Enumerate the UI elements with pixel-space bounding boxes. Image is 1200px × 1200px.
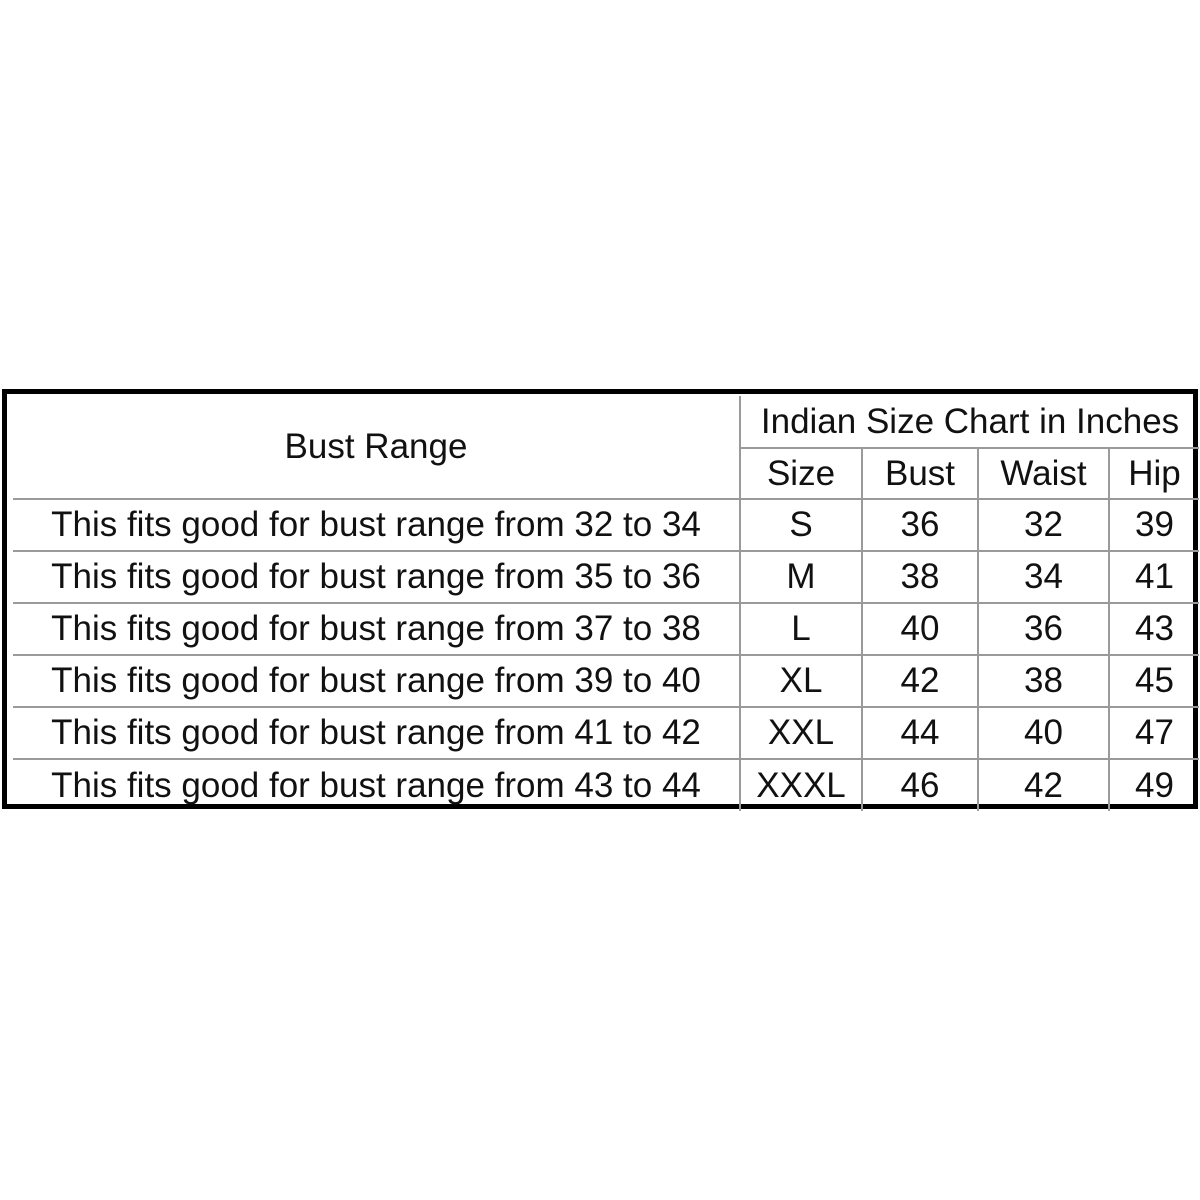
size-chart-frame [2, 389, 1198, 809]
bust-cell: 36 [862, 499, 978, 551]
hip-cell: 49 [1109, 759, 1199, 811]
table-row [13, 603, 1199, 655]
bust-range-description: This fits good for bust range from 39 to 40 [13, 655, 740, 707]
column-header-size: Size [740, 448, 862, 499]
table-row [13, 551, 1199, 603]
column-header-waist: Waist [978, 448, 1109, 499]
table-row [13, 759, 1199, 811]
size-cell: XL [740, 655, 862, 707]
hip-cell: 47 [1109, 707, 1199, 759]
bust-range-description: This fits good for bust range from 37 to 38 [13, 603, 740, 655]
table-row [13, 707, 1199, 759]
bust-range-description: This fits good for bust range from 41 to 42 [13, 707, 740, 759]
waist-cell: 32 [978, 499, 1109, 551]
size-cell: XXXL [740, 759, 862, 811]
table-row [13, 499, 1199, 551]
bust-range-header: Bust Range [13, 396, 740, 499]
bust-cell: 44 [862, 707, 978, 759]
size-cell: M [740, 551, 862, 603]
bust-range-description: This fits good for bust range from 32 to 34 [13, 499, 740, 551]
column-header-hip: Hip [1109, 448, 1199, 499]
waist-cell: 34 [978, 551, 1109, 603]
size-cell: XXL [740, 707, 862, 759]
bust-range-description: This fits good for bust range from 43 to 44 [13, 759, 740, 811]
bust-cell: 38 [862, 551, 978, 603]
hip-cell: 45 [1109, 655, 1199, 707]
waist-cell: 40 [978, 707, 1109, 759]
bust-range-description: This fits good for bust range from 35 to 36 [13, 551, 740, 603]
waist-cell: 36 [978, 603, 1109, 655]
size-cell: S [740, 499, 862, 551]
bust-cell: 42 [862, 655, 978, 707]
waist-cell: 42 [978, 759, 1109, 811]
bust-cell: 40 [862, 603, 978, 655]
waist-cell: 38 [978, 655, 1109, 707]
size-cell: L [740, 603, 862, 655]
hip-cell: 43 [1109, 603, 1199, 655]
column-header-bust: Bust [862, 448, 978, 499]
table-row [13, 655, 1199, 707]
bust-cell: 46 [862, 759, 978, 811]
hip-cell: 39 [1109, 499, 1199, 551]
size-chart-table [13, 396, 1199, 811]
hip-cell: 41 [1109, 551, 1199, 603]
chart-title: Indian Size Chart in Inches [740, 396, 1199, 448]
header-row-title [13, 396, 1199, 448]
